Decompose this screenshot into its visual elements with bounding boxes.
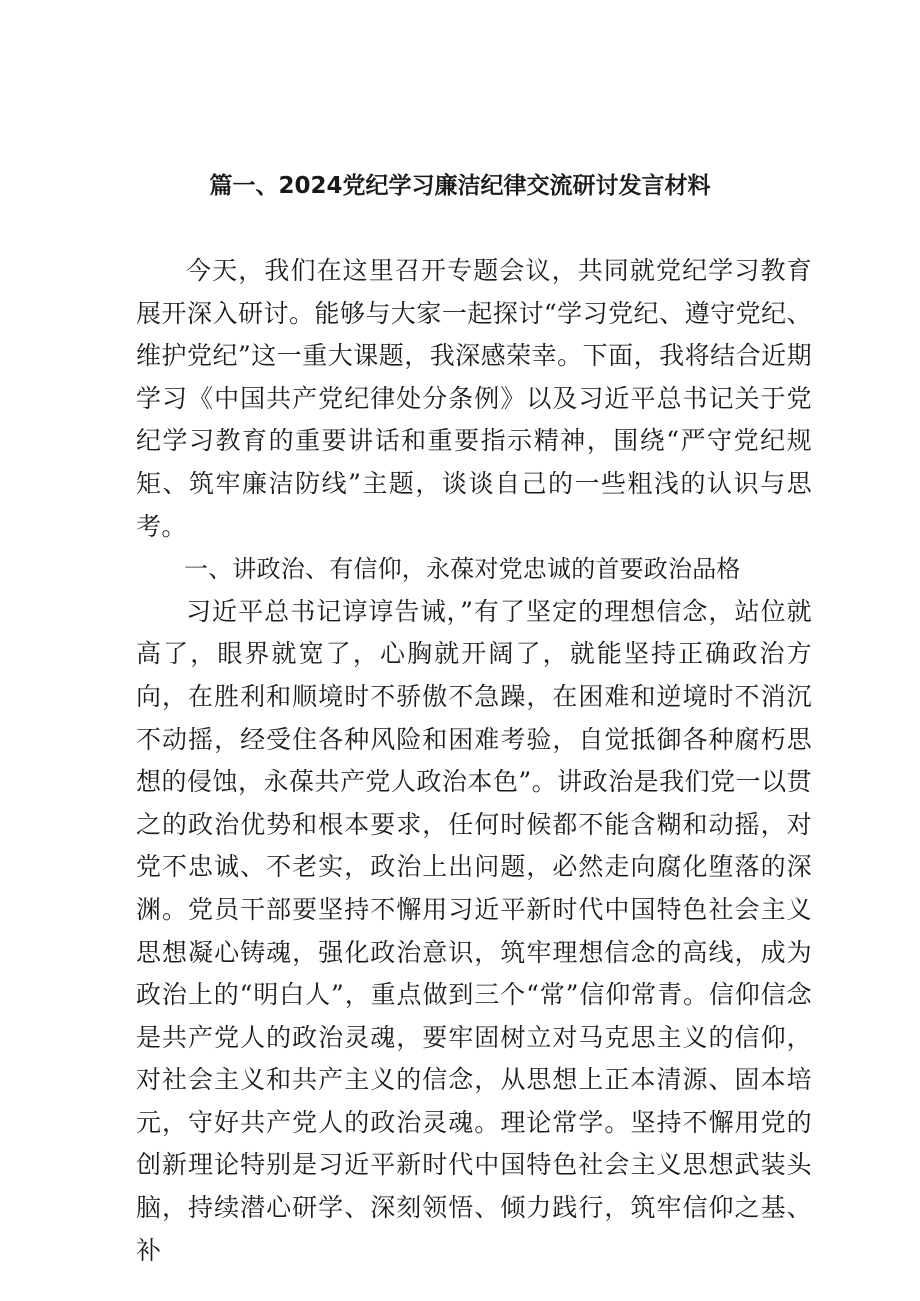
document-body xyxy=(136,250,812,1272)
section-heading: 一、讲政治、有信仰，永葆对党忠诚的首要政治品格 xyxy=(184,555,741,584)
document-title: 篇一、2024党纪学习廉洁纪律交流研讨发言材料 xyxy=(209,173,711,199)
section-paragraph: 习近平总书记谆谆告诫，”有了坚定的理想信念，站位就高了，眼界就宽了，心胸就开阔了，就能坚持正确政治方向，在胜利和顺境时不骄傲不急躁，在困难和逆境时不消沉不动摇，经受住各种风险和困难考验，自觉抵御各种腐朽思想的侵蚀，永葆共产党人政治本色”。讲政治是我们党一以贯之的政治优势和根本要求，任何时候都不能含糊和动摇，对党不忠诚、不老实，政治上出问题，必然走向腐化堕落的深渊。党员干部要坚持不懈用习近平新时代中国特色社会主义思想凝心铸魂，强化政治意识，筑牢理想信念的高线，成为政治上的“明白人”，重点做到三个“常”信仰常青。信仰信念是共产党人的政治灵魂，要牢固树立对马克思主义的信仰，对社会主义和共产主义的信念，从思想上正本清源、固本培元，守好共产党人的政治灵魂。理论常学。坚持不懈用党的创新理论特别是习近平新时代中国特色社会主义思想武装头脑，持续潜心研学、深刻领悟、倾力践行，筑牢信仰之基、补 xyxy=(136,596,812,1265)
intro-paragraph: 今天，我们在这里召开专题会议，共同就党纪学习教育展开深入研讨。能够与大家一起探讨“学习党纪、遵守党纪、维护党纪”这一重大课题，我深感荣幸。下面，我将结合近期学习《中国共产党纪律处分条例》以及习近平总书记关于党纪学习教育的重要讲话和重要指示精神，围绕“严守党纪规矩、筑牢廉洁防线”主题，谈谈自己的一些粗浅的认识与思考。 xyxy=(136,256,812,541)
